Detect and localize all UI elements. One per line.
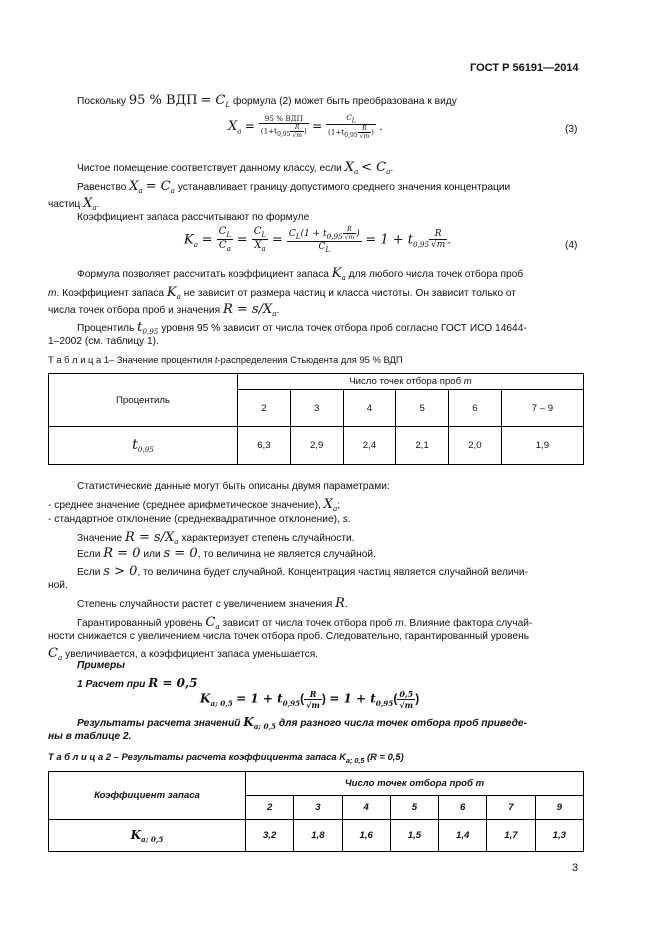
- sub: a: [353, 167, 359, 177]
- text: формула (2) может быть преобразована к виду: [232, 96, 457, 107]
- math-formula: R = s/X: [125, 530, 175, 545]
- paragraph-12: [77, 530, 355, 546]
- c: C: [288, 229, 296, 239]
- m: m: [395, 618, 404, 629]
- math-s: s > 0: [103, 564, 138, 579]
- text: увеличивается, а коэффициент запаса уменьшается.: [65, 649, 319, 660]
- text: не зависит от размера частиц и класса чистоты. Он зависит только от: [183, 288, 516, 299]
- table-1-col: 6: [449, 390, 502, 427]
- math-r: R = 0: [103, 546, 141, 561]
- caption-rest: -распределения Стьюдента для 95 % ВДП: [217, 354, 403, 365]
- math-k: K: [200, 691, 211, 706]
- table-1-cell: 2,0: [449, 427, 502, 465]
- equation-number-3: (3): [565, 124, 578, 135]
- standard-number: ГОСТ Р 56191—2014: [470, 62, 579, 74]
- paragraph-5: [77, 266, 523, 282]
- math-relation: < C: [361, 160, 387, 175]
- paragraph-4: Коэффициент запаса рассчитывают по формуле: [77, 212, 310, 223]
- sub: a: [386, 167, 391, 177]
- k: K: [130, 827, 142, 842]
- text: - среднее значение (среднее арифметическое значение),: [48, 500, 321, 511]
- end: .: [276, 305, 280, 316]
- math-x: X: [228, 118, 238, 134]
- math-c: C: [48, 646, 58, 661]
- c: C: [253, 226, 262, 238]
- math-sub: a: [237, 126, 242, 136]
- fraction-2: [326, 113, 376, 140]
- math-k: K: [243, 715, 254, 729]
- math-sub: L: [225, 100, 231, 110]
- table-2-col: 6: [439, 796, 487, 820]
- math-x: X: [323, 497, 333, 512]
- end: .: [344, 599, 348, 610]
- text: Чистое помещение соответствует данному классу, если: [77, 163, 342, 174]
- table-1-cell: 6,3: [238, 427, 291, 465]
- table-2-group-header: Число точек отбора проб m: [246, 772, 584, 796]
- table-1-cell: 2,4: [343, 427, 396, 465]
- table-2-cell: 1,6: [342, 820, 390, 852]
- text: . Влияние фактора случай-: [403, 618, 533, 629]
- page-number: 3: [572, 862, 579, 874]
- sub: 0,95: [413, 239, 430, 249]
- text: - стандартное отклонение (среднеквадратичное отклонение),: [48, 514, 340, 525]
- text: Формула позволяет рассчитать коэффициент запаса: [77, 269, 329, 280]
- c: C: [218, 240, 227, 252]
- paragraph-15: [77, 596, 348, 611]
- text: . Коэффициент запаса: [56, 288, 165, 299]
- paragraph-7: [48, 302, 279, 318]
- table-1-cell: 1,9: [501, 427, 583, 465]
- table-2-col: 7: [487, 796, 535, 820]
- text: для любого числа точек отбора проб: [348, 269, 524, 280]
- sub: L: [325, 244, 331, 254]
- sub: L: [351, 117, 356, 125]
- text: 1 Расчет при: [77, 679, 146, 690]
- r: R: [290, 124, 304, 132]
- table-2-cell: 1,4: [439, 820, 487, 852]
- table-2-cell: 3,2: [246, 820, 294, 852]
- sub: a; 0,5: [141, 834, 164, 844]
- sub: L: [295, 231, 301, 241]
- table-1: [48, 373, 584, 465]
- fraction-a: [217, 226, 233, 253]
- equation-3: $X_a$ = 95 % ВДП ($1+t_{0,95}$ $\frac{R}{√m}$ ) = $C_L$ ($1+t_{0,95}$ $\frac{R}{√m}$ ) .: [228, 113, 383, 141]
- table-1-group-header: [238, 374, 584, 390]
- close-paren: ): [303, 126, 307, 136]
- table-2-cell: 1,5: [390, 820, 438, 852]
- end: .: [390, 163, 394, 174]
- t: t: [132, 437, 138, 454]
- math-r: R = 0,5: [148, 676, 198, 690]
- sub: L: [226, 230, 232, 240]
- math-s: s = 0: [163, 546, 198, 561]
- example-1: [77, 676, 198, 690]
- paragraph-16: [77, 615, 532, 631]
- math-x: X: [83, 196, 93, 211]
- text: для разного числа точек отбора проб приведе-: [278, 718, 527, 729]
- math-r: R: [335, 596, 345, 611]
- denominator: (1+t: [327, 127, 345, 137]
- group-header-text: Число точек отбора проб: [349, 376, 462, 387]
- text: Если: [77, 549, 101, 560]
- sub: a: [261, 244, 266, 254]
- paragraph-17: [77, 715, 527, 731]
- sub: a: [170, 186, 175, 196]
- sqrt-m: √m: [359, 133, 370, 141]
- paragraph-9: Статистические данные могут быть описаны двумя параметрами:: [77, 481, 390, 492]
- table-2-cell: 1,3: [535, 820, 583, 852]
- sub: 0,95: [277, 131, 291, 139]
- paragraph-6: [48, 285, 516, 301]
- paragraph-16-line-2: ности снижается с увеличением числа точек отбора проб. Следовательно, гарантированный уровень: [48, 631, 529, 642]
- equation-4: $K_a$ = $\frac{C_L}{C_a}$ = $\frac{C_L}{X_a}$ = $C_L(1 + t_{0,95}$ $\frac{R}{√m}$ ) $C_L$ = $1 + t_{0,95}$ $\frac{R}{√m}$ .: [184, 226, 451, 254]
- denominator: (1+t: [260, 126, 278, 136]
- text: зависит от числа точек отбора проб: [222, 618, 393, 629]
- caption-sub: a; 0,5: [346, 755, 365, 765]
- table-1-cell: 2,1: [396, 427, 449, 465]
- paragraph-8: [77, 320, 527, 336]
- close-paren: ): [371, 127, 374, 137]
- math-x: X: [344, 160, 354, 175]
- table-1-caption: [48, 354, 403, 365]
- text: числа точек отбора проб и значения: [48, 305, 221, 316]
- caption-lead: Т а б л и ц а 1– Значение процентиля: [48, 354, 213, 365]
- r: R: [358, 125, 372, 133]
- sub: a: [193, 239, 199, 249]
- text: Значение: [77, 533, 123, 544]
- sqrt-m: √m: [292, 132, 302, 140]
- table-2-col: 9: [535, 796, 583, 820]
- sub: a: [57, 653, 63, 663]
- result: = 1 + t: [365, 232, 414, 248]
- table-2-col: 2: [246, 796, 294, 820]
- caption-lead: Т а б л и ц а 2 – Результаты расчета коэффициента запаса K: [48, 751, 346, 762]
- c: C: [218, 226, 227, 238]
- sub: a: [215, 622, 220, 632]
- examples-title: Примеры: [77, 660, 125, 671]
- math: = 1 + t: [236, 691, 283, 706]
- end: .: [96, 199, 100, 210]
- sub: 0,95: [137, 444, 154, 454]
- sub: a: [138, 186, 143, 196]
- math-x: X: [129, 179, 139, 194]
- table-2-col: 5: [390, 796, 438, 820]
- text: , то величина будет случайной. Концентрация частиц является случайной величи-: [137, 567, 528, 578]
- sub: 0,95: [344, 132, 358, 140]
- table-1-row-header: Процентиль: [49, 374, 238, 427]
- text: или: [143, 549, 161, 560]
- math-eq: = C: [145, 179, 171, 194]
- sub: 0,95: [142, 327, 159, 337]
- fraction-1: [259, 114, 309, 139]
- math-k: K: [166, 285, 177, 300]
- paragraph-8-line-2: 1–2002 (см. таблицу 1).: [48, 336, 159, 347]
- paragraph-13: [77, 546, 376, 561]
- sub: a: [92, 203, 97, 213]
- sub: a: [226, 244, 231, 254]
- numerator: C: [346, 113, 352, 122]
- paragraph-17-line-2: ны в таблице 2.: [48, 731, 132, 742]
- m: m: [436, 240, 446, 251]
- text: уровня 95 % зависит от числа точек отбора проб согласно ГОСТ ИСО 14644-: [161, 323, 527, 334]
- table-2-cell: 1,7: [487, 820, 535, 852]
- text: Результаты расчета значений: [77, 718, 241, 729]
- r: R: [304, 689, 322, 700]
- sub: 0,95: [326, 231, 343, 241]
- s: s: [342, 514, 348, 525]
- m: m: [348, 234, 355, 241]
- sub: L: [261, 230, 267, 240]
- table-2-row-header: Коэффициент запаса: [49, 772, 246, 820]
- text: , то величина не является случайной.: [197, 549, 376, 560]
- table-1-col: 7 – 9: [501, 390, 583, 427]
- c: C: [318, 242, 326, 252]
- caption-r: (R = 0,5): [367, 751, 404, 762]
- sub: a; 0,5: [210, 699, 233, 709]
- table-1-col: 4: [343, 390, 396, 427]
- paragraph-1: Поскольку 95 % ВДП = $C_L$ формула (2) может быть преобразована к виду: [77, 93, 457, 110]
- sqrt-m: √m: [306, 700, 320, 710]
- equation-5: $K_{a; 0,5} = 1 + t_{0,95}$( $\frac{R}{√m}$ ) = $1 + t_{0,95}$( $\frac{0,5}{√m}$ ): [200, 689, 420, 710]
- m: m: [48, 288, 57, 299]
- table-2-row-label: [49, 820, 246, 852]
- period: .: [379, 118, 383, 133]
- table-1-col: 5: [396, 390, 449, 427]
- sub: 0,95: [375, 699, 394, 709]
- math: = 1 + t: [329, 691, 376, 706]
- text: Равенство: [77, 182, 127, 193]
- text: характеризует степень случайности.: [181, 533, 355, 544]
- text: частиц: [48, 199, 81, 210]
- math-t: t: [137, 320, 143, 335]
- text: Поскольку: [77, 96, 127, 107]
- paragraph-3-line-2: [48, 196, 100, 212]
- table-2-col: 4: [342, 796, 390, 820]
- fraction-c: $C_L(1 + t_{0,95}$ $\frac{R}{√m}$ ) $C_L$: [288, 226, 360, 254]
- sub: a; 0,5: [253, 722, 277, 732]
- fraction-b: [252, 226, 268, 253]
- equation-number-4: (4): [565, 240, 578, 251]
- paragraph-14-line-2: ной.: [48, 580, 68, 591]
- text: Гарантированный уровень: [77, 618, 203, 629]
- table-2-caption: [48, 751, 404, 765]
- numerator: 95 % ВДП: [259, 114, 309, 124]
- end: ;: [337, 500, 341, 511]
- sub: a: [332, 504, 338, 514]
- table-1-col: 3: [290, 390, 343, 427]
- paragraph-3: [77, 179, 510, 195]
- table-2-cell: 1,8: [294, 820, 342, 852]
- table-1-col: 2: [238, 390, 291, 427]
- math-k: K: [184, 232, 194, 248]
- sub: a: [272, 309, 277, 319]
- text: Степень случайности растет с увеличением значения: [77, 599, 333, 610]
- text: Процентиль: [77, 323, 135, 334]
- sub: a: [341, 273, 346, 283]
- end: .: [347, 514, 351, 525]
- text: устанавливает границу допустимого среднего значения концентрации: [177, 182, 511, 193]
- num: 0,5: [399, 689, 414, 699]
- math-c: C: [205, 615, 216, 630]
- caption-t: t: [214, 354, 218, 365]
- table-2: [48, 771, 584, 852]
- paragraph-11: [48, 514, 351, 525]
- sqrt-m: √m: [399, 700, 414, 710]
- sub: a: [174, 537, 179, 547]
- table-1-row-label: [49, 427, 238, 465]
- group-header-m: m: [463, 376, 472, 387]
- math-formula: R = s/X: [222, 302, 273, 317]
- table-2-col: 3: [294, 796, 342, 820]
- math-k: K: [331, 266, 342, 281]
- sub: a: [176, 292, 181, 302]
- math-c: C: [215, 93, 226, 108]
- text: Если: [77, 567, 101, 578]
- paragraph-10: [48, 497, 340, 513]
- math-vdp: 95 % ВДП: [128, 93, 198, 108]
- paragraph-2: [77, 160, 393, 176]
- paragraph-14: [77, 564, 528, 579]
- x: X: [254, 240, 262, 252]
- sub: 0,95: [282, 699, 301, 709]
- table-1-cell: 2,9: [290, 427, 343, 465]
